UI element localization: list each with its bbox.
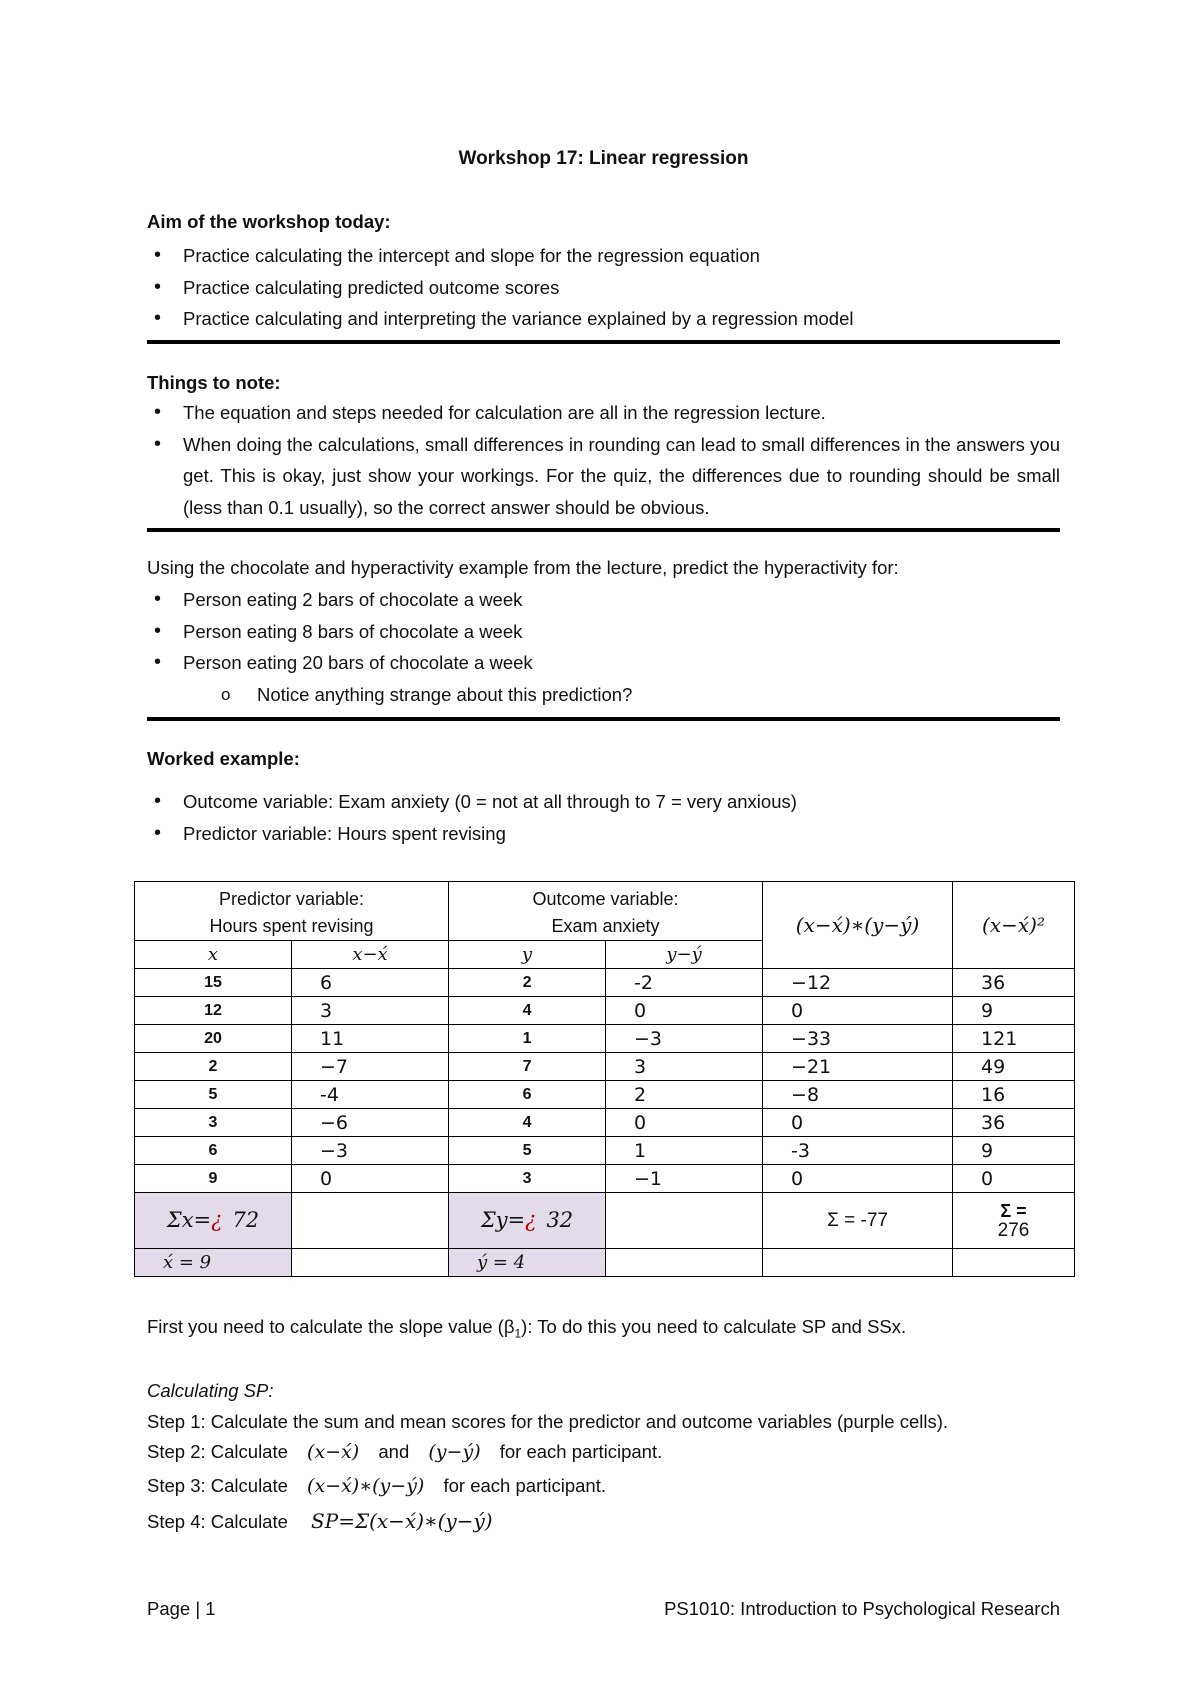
xdev-cell: −6 [292, 1109, 449, 1137]
empty-cell [292, 1249, 449, 1277]
sum-x-value: 72 [232, 1208, 260, 1232]
step-2-and: and [378, 1441, 410, 1462]
table-row [135, 1053, 1075, 1081]
ydev-cell: −1 [606, 1165, 763, 1193]
ydev-cell: 0 [606, 997, 763, 1025]
notes-heading: Things to note: [147, 372, 281, 393]
xdev-cell: −3 [292, 1137, 449, 1165]
xdev-cell: 11 [292, 1025, 449, 1053]
y-cell: 7 [449, 1053, 606, 1081]
list-item: • Practice calculating predicted outcome scores [147, 272, 1060, 304]
outcome-header-line1: Outcome variable: [532, 889, 679, 909]
ydev-cell: -2 [606, 969, 763, 997]
product-cell: 0 [763, 997, 953, 1025]
worked-list [147, 786, 1060, 849]
empty-cell [953, 1249, 1075, 1277]
ydev-cell: 3 [606, 1053, 763, 1081]
mean-y-cell: ý = 4 [449, 1249, 606, 1277]
list-item: • Practice calculating the intercept and slope for the regression equation [147, 240, 1060, 272]
list-item: • Person eating 8 bars of chocolate a week [147, 616, 1060, 648]
col-x-header: x [135, 941, 292, 969]
y-cell: 5 [449, 1137, 606, 1165]
square-cell: 121 [953, 1025, 1075, 1053]
y-cell: 4 [449, 1109, 606, 1137]
table-row [135, 1137, 1075, 1165]
sum-x-label: Σx= [166, 1208, 212, 1232]
predictor-header-line1: Predictor variable: [218, 889, 365, 909]
y-cell: 1 [449, 1025, 606, 1053]
table-row [135, 1165, 1075, 1193]
step-3-tail: for each participant. [443, 1475, 606, 1496]
empty-cell [606, 1193, 763, 1249]
page-title: Workshop 17: Linear regression [458, 148, 749, 169]
sum-square-cell [953, 1193, 1075, 1249]
predict-list [147, 584, 1060, 710]
table-row [135, 1025, 1075, 1053]
slope-subscript: 1 [514, 1326, 522, 1341]
empty-cell [763, 1249, 953, 1277]
y-cell: 2 [449, 969, 606, 997]
step-3 [147, 1475, 606, 1497]
mean-x-cell: x́ = 9 [135, 1249, 292, 1277]
step-4-label: Step 4: Calculate [147, 1511, 288, 1532]
outcome-header-line2: Exam anxiety [551, 916, 660, 936]
list-item: • When doing the calculations, small differences in rounding can lead to small differences in the answers you get. This is okay, just show your workings. For the quiz, the differences due to rounding should be small (less than 0.1 usually), so the correct answer should be obvious. [147, 429, 1060, 524]
notes-list [147, 397, 1060, 523]
product-cell: −33 [763, 1025, 953, 1053]
product-cell: 0 [763, 1165, 953, 1193]
x-cell: 2 [135, 1053, 292, 1081]
slope-instruction [147, 1316, 906, 1341]
product-cell: 0 [763, 1109, 953, 1137]
square-cell: 9 [953, 1137, 1075, 1165]
ydev-cell: 1 [606, 1137, 763, 1165]
x-cell: 5 [135, 1081, 292, 1109]
list-item: • Person eating 20 bars of chocolate a week [147, 647, 1060, 679]
x-cell: 9 [135, 1165, 292, 1193]
aim-list [147, 240, 1060, 335]
square-cell: 36 [953, 1109, 1075, 1137]
xdev-cell: 0 [292, 1165, 449, 1193]
square-cell: 49 [953, 1053, 1075, 1081]
square-cell: 9 [953, 997, 1075, 1025]
product-cell: -3 [763, 1137, 953, 1165]
y-cell: 3 [449, 1165, 606, 1193]
step-2-tail: for each participant. [499, 1441, 663, 1462]
sub-list-item: o Notice anything strange about this prediction? [147, 679, 1060, 711]
empty-cell [292, 1193, 449, 1249]
x-cell: 3 [135, 1109, 292, 1137]
product-cell: −21 [763, 1053, 953, 1081]
section-divider [147, 340, 1060, 344]
x-cell: 15 [135, 969, 292, 997]
step-3-expr: (x−x́)∗(y−ý) [307, 1475, 425, 1497]
outcome-header [449, 882, 763, 941]
list-item: • Person eating 2 bars of chocolate a week [147, 584, 1060, 616]
x-cell: 12 [135, 997, 292, 1025]
square-cell: 16 [953, 1081, 1075, 1109]
y-cell: 6 [449, 1081, 606, 1109]
footer-page-number: Page | 1 [147, 1598, 216, 1619]
step-1: Step 1: Calculate the sum and mean scores for the predictor and outcome variables (purple cells). [147, 1411, 949, 1432]
xdev-cell: -4 [292, 1081, 449, 1109]
square-cell: 36 [953, 969, 1075, 997]
list-item: • Practice calculating and interpreting the variance explained by a regression model [147, 303, 1060, 335]
step-4 [147, 1509, 493, 1533]
step-2-label: Step 2: Calculate [147, 1441, 288, 1462]
x-cell: 20 [135, 1025, 292, 1053]
step-2 [147, 1441, 662, 1463]
xdev-cell: −7 [292, 1053, 449, 1081]
step-2-expr-b: (y−ý) [428, 1441, 481, 1463]
xdev-cell: 3 [292, 997, 449, 1025]
table-row [135, 1109, 1075, 1137]
step-4-expr: SP=Σ(x−x́)∗(y−ý) [311, 1509, 493, 1533]
table-row [135, 1081, 1075, 1109]
slope-text-start: First you need to calculate the slope value (β [147, 1316, 515, 1337]
sum-square-value: 276 [997, 1219, 1030, 1241]
sum-y-label: Σy= [480, 1208, 526, 1232]
list-item: • Predictor variable: Hours spent revising [147, 818, 1060, 850]
square-cell: 0 [953, 1165, 1075, 1193]
col-ydev-header: y−ý [606, 941, 763, 969]
ydev-cell: 2 [606, 1081, 763, 1109]
document-page [147, 0, 1060, 1698]
ydev-cell: 0 [606, 1109, 763, 1137]
sum-square-label: Σ = [1000, 1200, 1027, 1221]
ydev-cell: −3 [606, 1025, 763, 1053]
product-cell: −12 [763, 969, 953, 997]
step-3-label: Step 3: Calculate [147, 1475, 288, 1496]
predictor-header [135, 882, 449, 941]
worked-heading: Worked example: [147, 748, 300, 769]
y-cell: 4 [449, 997, 606, 1025]
product-header: (x−x́)∗(y−ý) [763, 882, 953, 969]
list-item: • Outcome variable: Exam anxiety (0 = not at all through to 7 = very anxious) [147, 786, 1060, 818]
sum-product-cell: Σ = -77 [763, 1193, 953, 1249]
calc-sp-heading: Calculating SP: [147, 1380, 274, 1401]
col-xdev-header: x−x́ [292, 941, 449, 969]
sum-y-glyph: ¿ [525, 1208, 537, 1232]
slope-text-end: ): To do this you need to calculate SP and SSx. [521, 1316, 907, 1337]
section-divider [147, 528, 1060, 532]
square-header: (x−x́)² [953, 882, 1075, 969]
aim-heading: Aim of the workshop today: [147, 211, 391, 232]
xdev-cell: 6 [292, 969, 449, 997]
sum-x-cell [135, 1193, 292, 1249]
x-cell: 6 [135, 1137, 292, 1165]
empty-cell [606, 1249, 763, 1277]
product-cell: −8 [763, 1081, 953, 1109]
regression-table [134, 881, 1075, 1277]
sum-y-value: 32 [546, 1208, 574, 1232]
list-item: • The equation and steps needed for calculation are all in the regression lecture. [147, 397, 1060, 429]
sum-x-glyph: ¿ [211, 1208, 223, 1232]
col-y-header: y [449, 941, 606, 969]
predictor-header-line2: Hours spent revising [209, 916, 374, 936]
section-divider [147, 717, 1060, 721]
table-row [135, 969, 1075, 997]
footer-course-title: PS1010: Introduction to Psychological Research [664, 1598, 1060, 1619]
sum-y-cell [449, 1193, 606, 1249]
step-2-expr-a: (x−x́) [307, 1441, 360, 1463]
table-row [135, 997, 1075, 1025]
predict-intro: Using the chocolate and hyperactivity example from the lecture, predict the hyperactivity for: [147, 557, 899, 578]
